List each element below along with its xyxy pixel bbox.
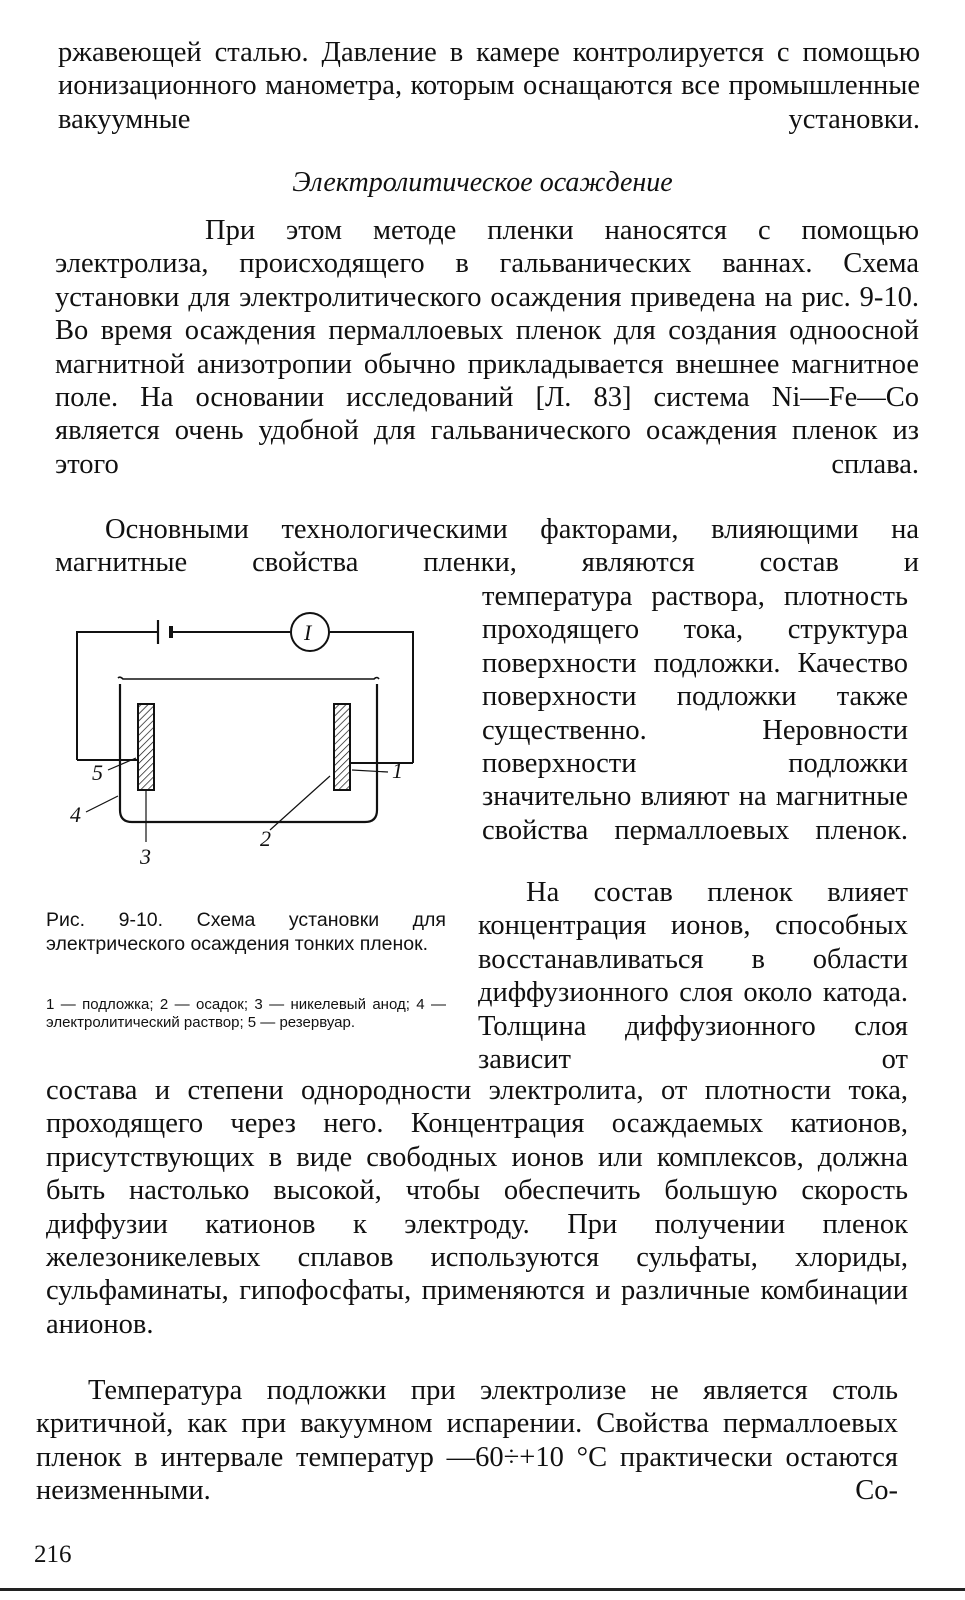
paragraph-factors-right: температура раствора, плотность проходящего тока, структура поверхности подложки. Качество поверхности подложки также существенно. Неровности поверхности подложки значительно влияют на магнитные свойства пермаллоевых пленок. [482, 581, 908, 846]
label-solution: 4 [70, 802, 81, 827]
figure-caption-legend: 1 — подложка; 2 — осадок; 3 — никелевый анод; 4 — электролитический раствор; 5 — резервуар. [46, 996, 446, 1031]
leader-solution [86, 796, 118, 812]
label-reservoir: 5 [92, 760, 103, 785]
ammeter-symbol: I [304, 620, 312, 645]
section-heading: Электролитическое осаждение [292, 167, 673, 198]
paragraph-method: При этом методе пленки наносятся с помощью электролиза, происходящего в гальванических ваннах. Схема установки для электролитического осаждения приведена на рис. 9-10. Во время осаждения пермаллоевых пленок для создания одноосной магнитной анизотропии обычно прикладывается внешнее магнитное поле. На основании исследований [Л. 83] система Ni—Fe—Co является очень удобной для гальванического осаждения пленок из этого сплава. [55, 215, 919, 480]
paragraph-temperature: Температура подложки при электролизе не является столь критичной, как при вакуумном испарении. Свойства пермаллоевых пленок в интервале температур —60÷+10 °С практически остаются неизменными. Со- [36, 1375, 898, 1507]
paragraph-composition-bottom: состава и степени однородности электролита, от плотности тока, проходящего через него. Концентрация осаждаемых катионов, присутствующих в виде свободных ионов или комплексов, должна быть настолько высокой, чтобы обеспечить большую скорость диффузии катионов к электроду. При получении пленок железоникелевых сплавов используются сульфаты, хлориды, сульфаминаты, гипофосфаты, применяются и различные комбинации анионов. [46, 1075, 908, 1340]
figure-caption-title: Рис. 9-10. Схема установки для электрического осаждения тонких пленок. [46, 909, 446, 955]
leader-substrate [352, 770, 388, 772]
vessel-rim [118, 677, 379, 679]
page-number: 216 [34, 1541, 72, 1568]
substrate-with-deposit [334, 704, 350, 790]
label-substrate: 1 [392, 758, 403, 783]
paragraph-composition-right: На состав пленок влияет концентрация ионов, способных восстанавливаться в области диффузионного слоя около катода. Толщина диффузионного слоя зависит от [478, 877, 908, 1076]
paragraph-intro: ржавеющей сталью. Давление в камере контролируется с помощью ионизационного манометра, которым оснащаются все промышленные вакуумные установки. [58, 37, 920, 135]
paragraph-factors-top: Основными технологическими факторами, влияющими на магнитные свойства пленки, являются состав и [55, 514, 919, 579]
electrolysis-setup-diagram [40, 600, 440, 870]
bottom-rule [0, 1588, 965, 1591]
label-anode: 3 [140, 844, 151, 869]
label-deposit: 2 [260, 826, 271, 851]
nickel-anode [138, 704, 154, 790]
